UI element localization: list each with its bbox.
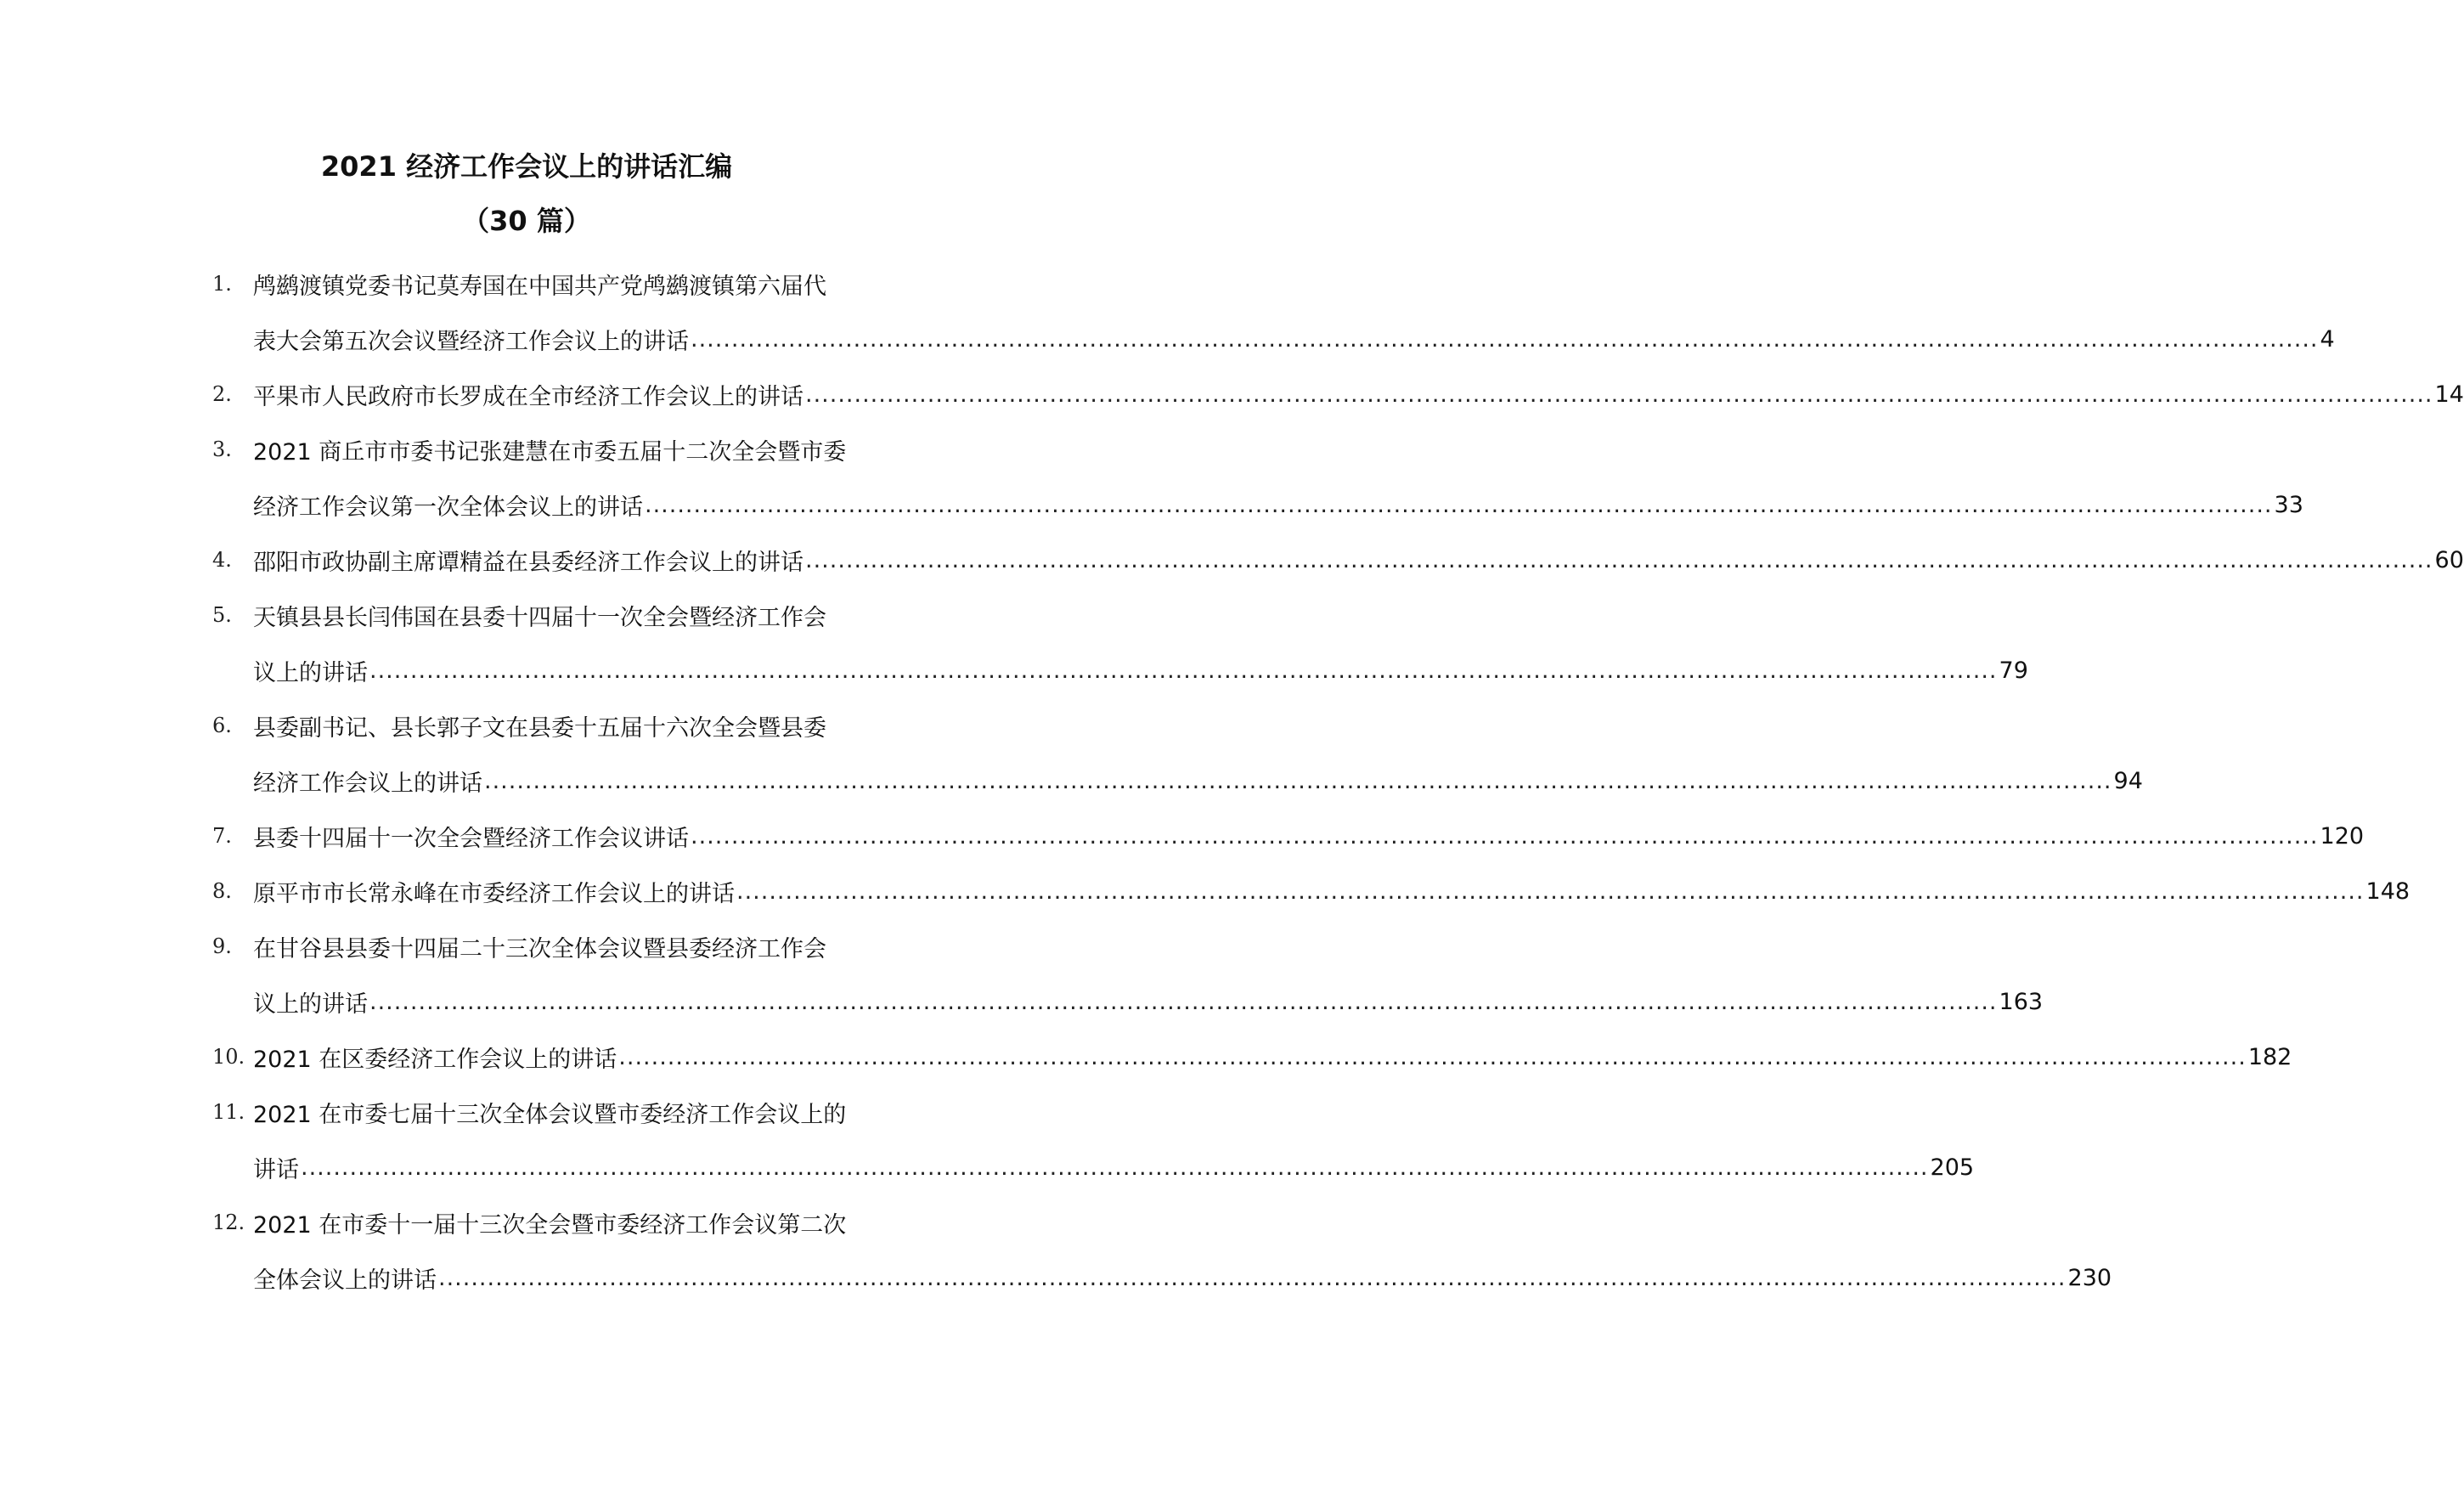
toc-entry-line [253,588,894,643]
toc-leader-dots: ........................................................................................................................................................................................................ [301,1154,1929,1181]
toc-page-number: 120 [2320,823,2365,849]
toc-entry-title: 邵阳市政协副主席谭精益在县委经济工作会议上的讲话 [253,550,803,576]
toc-entry-line [253,753,2143,809]
toc-leader-dots: ........................................................................................................................................................................................................ [736,878,2365,905]
toc-entry-number: 10. [212,1045,245,1069]
toc-page-number: 230 [2067,1265,2112,1291]
toc-entry-line [253,698,894,753]
toc-page-number: 60 [2434,547,2464,573]
toc-entry-number: 4. [212,548,232,572]
toc-entry-number: 1. [212,272,232,296]
toc-entry-line [253,257,894,312]
toc-leader-dots: ........................................................................................................................................................................................................ [369,658,1998,684]
toc-entry-line [253,422,894,477]
toc-entry-title: 县委副书记、县长郭子文在县委十五届十六次全会暨县委 [253,715,826,742]
toc-entry-line [253,1250,2112,1306]
toc-entry-number: 8. [212,879,232,903]
toc-entry-title: 2021 在市委七届十三次全体会议暨市委经济工作会议上的 [253,1102,847,1128]
toc-entry-title: 天镇县县长闫伟国在县委十四届十一次全会暨经济工作会 [253,605,826,631]
toc-leader-dots: ........................................................................................................................................................................................................ [645,492,2273,518]
table-of-contents [212,257,2464,1306]
toc-leader-dots: ........................................................................................................................................................................................................ [438,1265,2066,1291]
toc-page-number: 163 [1999,989,2044,1015]
toc-entry-line [253,1085,894,1140]
toc-entry-title: 鸬鹚渡镇党委书记莫寿国在中国共产党鸬鹚渡镇第六届代 [253,274,826,300]
toc-entry-line [253,312,2335,367]
toc-page-number: 14 [2434,381,2464,408]
toc-entry-title: 2021 商丘市市委书记张建慧在市委五届十二次全会暨市委 [253,439,847,466]
toc-entry-line [253,864,2410,919]
document-title: 2021 经济工作会议上的讲话汇编 [320,150,733,183]
toc-entry-number: 7. [212,824,232,848]
toc-entry-number: 3. [212,437,232,461]
toc-entry-line [253,477,2303,533]
toc-entry-line [253,643,2028,698]
toc-entry[interactable] [212,1085,1975,1195]
toc-entry-title: 经济工作会议上的讲话 [253,770,482,797]
toc-entry-line [253,1030,2292,1085]
toc-entry-title: 平果市人民政府市长罗成在全市经济工作会议上的讲话 [253,384,803,410]
toc-entry-number: 5. [212,603,232,627]
toc-entry[interactable] [212,809,2365,864]
toc-entry[interactable] [212,1195,2112,1306]
toc-entry[interactable] [212,367,2464,422]
toc-entry[interactable] [212,257,2335,367]
toc-page-number: 79 [1999,658,2028,684]
toc-page-number: 33 [2274,492,2303,518]
toc-entry-title: 议上的讲话 [253,660,368,686]
toc-entry-line [253,1195,894,1250]
toc-entry[interactable] [212,422,2303,533]
toc-entry-title: 讲话 [253,1157,299,1183]
toc-leader-dots: ........................................................................................................................................................................................................ [618,1044,2247,1070]
toc-entry-number: 9. [212,934,232,958]
toc-leader-dots: ........................................................................................................................................................................................................ [805,381,2433,408]
toc-entry-number: 11. [212,1100,245,1124]
document-subtitle: （30 篇） [462,205,591,237]
toc-entry[interactable] [212,533,2464,588]
toc-entry-line [253,367,2464,422]
toc-leader-dots: ........................................................................................................................................................................................................ [484,768,2112,794]
toc-entry-title: 表大会第五次会议暨经济工作会议上的讲话 [253,329,689,355]
toc-leader-dots: ........................................................................................................................................................................................................ [691,326,2319,353]
toc-entry-title: 原平市市长常永峰在市委经济工作会议上的讲话 [253,881,735,907]
toc-entry-title: 经济工作会议第一次全体会议上的讲话 [253,494,643,521]
toc-entry-line [253,1140,1975,1195]
toc-entry[interactable] [212,588,2028,698]
toc-entry[interactable] [212,698,2143,809]
toc-entry-number: 12. [212,1211,245,1234]
toc-entry-title: 在甘谷县县委十四届二十三次全体会议暨县委经济工作会 [253,936,826,962]
toc-leader-dots: ........................................................................................................................................................................................................ [369,989,1998,1015]
toc-page-number: 94 [2113,768,2143,794]
toc-entry-title: 2021 在区委经济工作会议上的讲话 [253,1047,617,1073]
toc-entry-line [253,809,2365,864]
toc-entry[interactable] [212,919,2044,1030]
toc-page-number: 148 [2365,878,2410,905]
toc-entry-line [253,974,2044,1030]
toc-page-number: 182 [2247,1044,2292,1070]
toc-leader-dots: ........................................................................................................................................................................................................ [691,823,2319,849]
toc-entry-title: 2021 在市委十一届十三次全会暨市委经济工作会议第二次 [253,1212,847,1239]
toc-entry-number: 6. [212,714,232,737]
toc-entry-number: 2. [212,382,232,406]
toc-entry-title: 县委十四届十一次全会暨经济工作会议讲话 [253,826,689,852]
toc-page-number: 4 [2320,326,2335,353]
toc-entry-title: 议上的讲话 [253,991,368,1018]
toc-entry[interactable] [212,864,2410,919]
toc-entry-line [253,919,894,974]
toc-entry-title: 全体会议上的讲话 [253,1267,437,1294]
toc-leader-dots: ........................................................................................................................................................................................................ [805,547,2433,573]
toc-entry-line [253,533,2464,588]
toc-page-number: 205 [1930,1154,1975,1181]
toc-entry[interactable] [212,1030,2292,1085]
